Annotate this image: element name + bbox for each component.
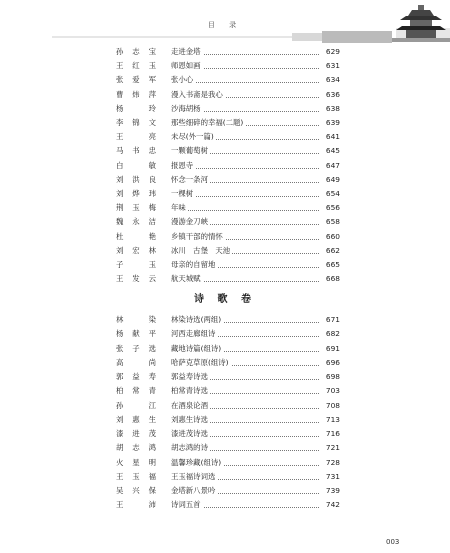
toc-entry — [0, 173, 450, 187]
toc-entry-title: 刘惠生诗选 — [171, 413, 210, 427]
toc-entry-author: 刘惠生 — [116, 414, 156, 424]
toc-entry-page: 656 — [325, 203, 340, 213]
toc-entry-page: 639 — [325, 118, 340, 127]
toc-entry-title: 沙海胡杨 — [171, 102, 203, 116]
toc-entry-page: 668 — [325, 274, 340, 284]
toc-entry-leader-dots — [172, 210, 319, 211]
toc-entry-title: 母亲的自留地 — [171, 258, 217, 272]
toc-entry-title: 未尽(外一篇) — [171, 130, 216, 144]
toc-entry-author: 胡志鸿 — [116, 443, 156, 453]
toc-entry-title: 张小心 — [171, 73, 195, 87]
toc-entry — [0, 144, 450, 158]
toc-entry-title: 在酒泉论酒 — [171, 399, 210, 413]
toc-entry — [0, 159, 450, 173]
toc-entry — [0, 342, 450, 356]
toc-entry-title: 漫游金刀峡 — [171, 215, 210, 229]
toc-entry-page: 634 — [325, 75, 340, 85]
toc-entry-page: 696 — [325, 357, 340, 367]
toc-entry-page: 703 — [325, 386, 340, 396]
toc-entry-page: 721 — [325, 443, 340, 453]
toc-entry-title: 航天城赋 — [171, 272, 203, 286]
toc-entry-author: 王发云 — [116, 274, 156, 284]
toc-entry-page: 698 — [325, 372, 340, 381]
toc-entry-author: 王 沛 — [116, 500, 156, 510]
toc-entry — [0, 370, 450, 384]
toc-entry-title: 一棵树 — [171, 187, 195, 201]
toc-entry-author: 魏永洁 — [116, 217, 156, 227]
toc-entry-title: 诗词五首 — [171, 498, 203, 512]
toc-entry-author: 王红玉 — [116, 61, 156, 71]
toc-entry-author: 郭益寿 — [116, 372, 156, 381]
toc-entry — [0, 102, 450, 116]
toc-entry-title: 师恩如画 — [171, 59, 203, 73]
toc-entry — [0, 244, 450, 258]
toc-entry-page: 728 — [325, 457, 340, 467]
toc-entry — [0, 427, 450, 441]
toc-entry-title: 漆进茂诗选 — [171, 427, 210, 441]
toc-entry-title: 冰川 古堡 天池 — [171, 244, 232, 258]
toc-entry-author: 杨 玲 — [116, 103, 156, 113]
toc-entry-author: 张子选 — [116, 343, 156, 353]
toc-entry-author: 子 玉 — [116, 260, 156, 269]
page-number: 003 — [386, 538, 400, 546]
toc-entry-page: 739 — [325, 486, 340, 495]
toc-entry-author: 白 敏 — [116, 160, 156, 170]
toc-entry — [0, 356, 450, 370]
toc-entry — [0, 201, 450, 215]
toc-entry-author: 柏常青 — [116, 386, 156, 396]
toc-entry-page: 647 — [325, 160, 340, 170]
toc-entry-author: 杨献平 — [116, 329, 156, 339]
toc-entry-author: 高 尚 — [116, 357, 156, 367]
toc-entry-page: 665 — [325, 260, 340, 269]
toc-entry-page: 629 — [325, 47, 340, 56]
toc-entry-page: 731 — [325, 471, 340, 481]
toc-entry-title: 乡镇干部的情怀 — [171, 230, 225, 244]
toc-entry-author: 张爱军 — [116, 75, 156, 85]
toc-entry-page: 631 — [325, 61, 340, 71]
toc-entry-author: 孙志宝 — [116, 47, 156, 56]
toc-entry-title: 漫入书斋是我心 — [171, 88, 225, 102]
toc-entry — [0, 399, 450, 413]
toc-entry-author: 荆玉梅 — [116, 203, 156, 213]
toc-entry-page: 716 — [325, 429, 340, 438]
toc-entry-page: 671 — [325, 315, 340, 324]
toc-entry-author: 马书忠 — [116, 146, 156, 156]
toc-entry-author: 林 染 — [116, 315, 156, 324]
toc-entry-title: 河西走廊组诗 — [171, 327, 217, 341]
toc-entry — [0, 498, 450, 512]
toc-entry — [0, 384, 450, 398]
toc-entry — [0, 258, 450, 272]
toc-entry-page: 742 — [325, 500, 340, 510]
toc-entry — [0, 327, 450, 341]
toc-entry — [0, 59, 450, 73]
toc-entry-title: 哈萨克草原(组诗) — [171, 356, 231, 370]
toc-entry — [0, 215, 450, 229]
toc-entry-title: 柏常青诗选 — [171, 384, 210, 398]
toc-entry — [0, 484, 450, 498]
toc-entry-page: 713 — [325, 414, 340, 424]
toc-entry — [0, 456, 450, 470]
toc-entry-title: 报恩寺 — [171, 159, 195, 173]
toc-entry-title: 走进金塔 — [171, 45, 203, 59]
toc-entry-page: 691 — [325, 343, 340, 353]
toc-entry-author: 吴兴保 — [116, 486, 156, 495]
toc-entry — [0, 441, 450, 455]
toc-entry-title: 王玉福诗词选 — [171, 470, 217, 484]
toc-entry-page: 662 — [325, 245, 340, 255]
toc-entry-page: 682 — [325, 329, 340, 339]
toc-entry-author: 杜 艳 — [116, 231, 156, 241]
toc-entry-title: 一颗葡萄树 — [171, 144, 210, 158]
toc-entry — [0, 230, 450, 244]
toc-entry-page: 654 — [325, 189, 340, 198]
toc-entry-title: 林染诗选(两组) — [171, 313, 223, 327]
toc-entry-author: 刘烨玮 — [116, 189, 156, 198]
toc-entry-title: 怀念一条河 — [171, 173, 210, 187]
toc-entry-author: 孙 江 — [116, 400, 156, 410]
toc-entry — [0, 88, 450, 102]
toc-entry-author: 火星明 — [116, 457, 156, 467]
toc-entry-title: 那些细碎的幸福(二题) — [171, 116, 245, 130]
toc-entry-title: 年味 — [171, 201, 188, 215]
toc-entry-page: 638 — [325, 103, 340, 113]
toc-entry — [0, 130, 450, 144]
toc-entry-page: 658 — [325, 217, 340, 227]
toc-entry — [0, 73, 450, 87]
toc-entry-author: 王玉福 — [116, 471, 156, 481]
toc-entry — [0, 116, 450, 130]
toc-entry — [0, 187, 450, 201]
section-heading-poetry: 诗 歌 卷 — [194, 294, 256, 305]
toc-entry-page: 641 — [325, 132, 340, 142]
toc-entry — [0, 272, 450, 286]
running-header-title: 目 录 — [207, 21, 243, 29]
toc-entry-page: 708 — [325, 400, 340, 410]
toc-entry-page: 645 — [325, 146, 340, 156]
toc-entry-author: 曹炜萍 — [116, 89, 156, 99]
toc-entry-author: 李锦文 — [116, 118, 156, 127]
toc-entry-title: 藏地诗篇(组诗) — [171, 342, 223, 356]
toc-entry-title: 金塔新八景吟 — [171, 484, 217, 498]
toc-entry — [0, 470, 450, 484]
toc-entry-title: 郭益寿诗选 — [171, 370, 210, 384]
toc-entry-page: 636 — [325, 89, 340, 99]
toc-entry-author: 刘宏林 — [116, 245, 156, 255]
toc-entry — [0, 45, 450, 59]
toc-entry — [0, 313, 450, 327]
toc-entry-author: 漆进茂 — [116, 429, 156, 438]
toc-entry-page: 660 — [325, 231, 340, 241]
toc-entry-page: 649 — [325, 174, 340, 184]
toc-entry-author: 刘洪良 — [116, 174, 156, 184]
toc-entry-title: 胡志鸿的诗 — [171, 441, 210, 455]
toc-entry-title: 温馨珍藏(组诗) — [171, 456, 223, 470]
toc-entry-author: 王 亮 — [116, 132, 156, 142]
toc-entry — [0, 413, 450, 427]
